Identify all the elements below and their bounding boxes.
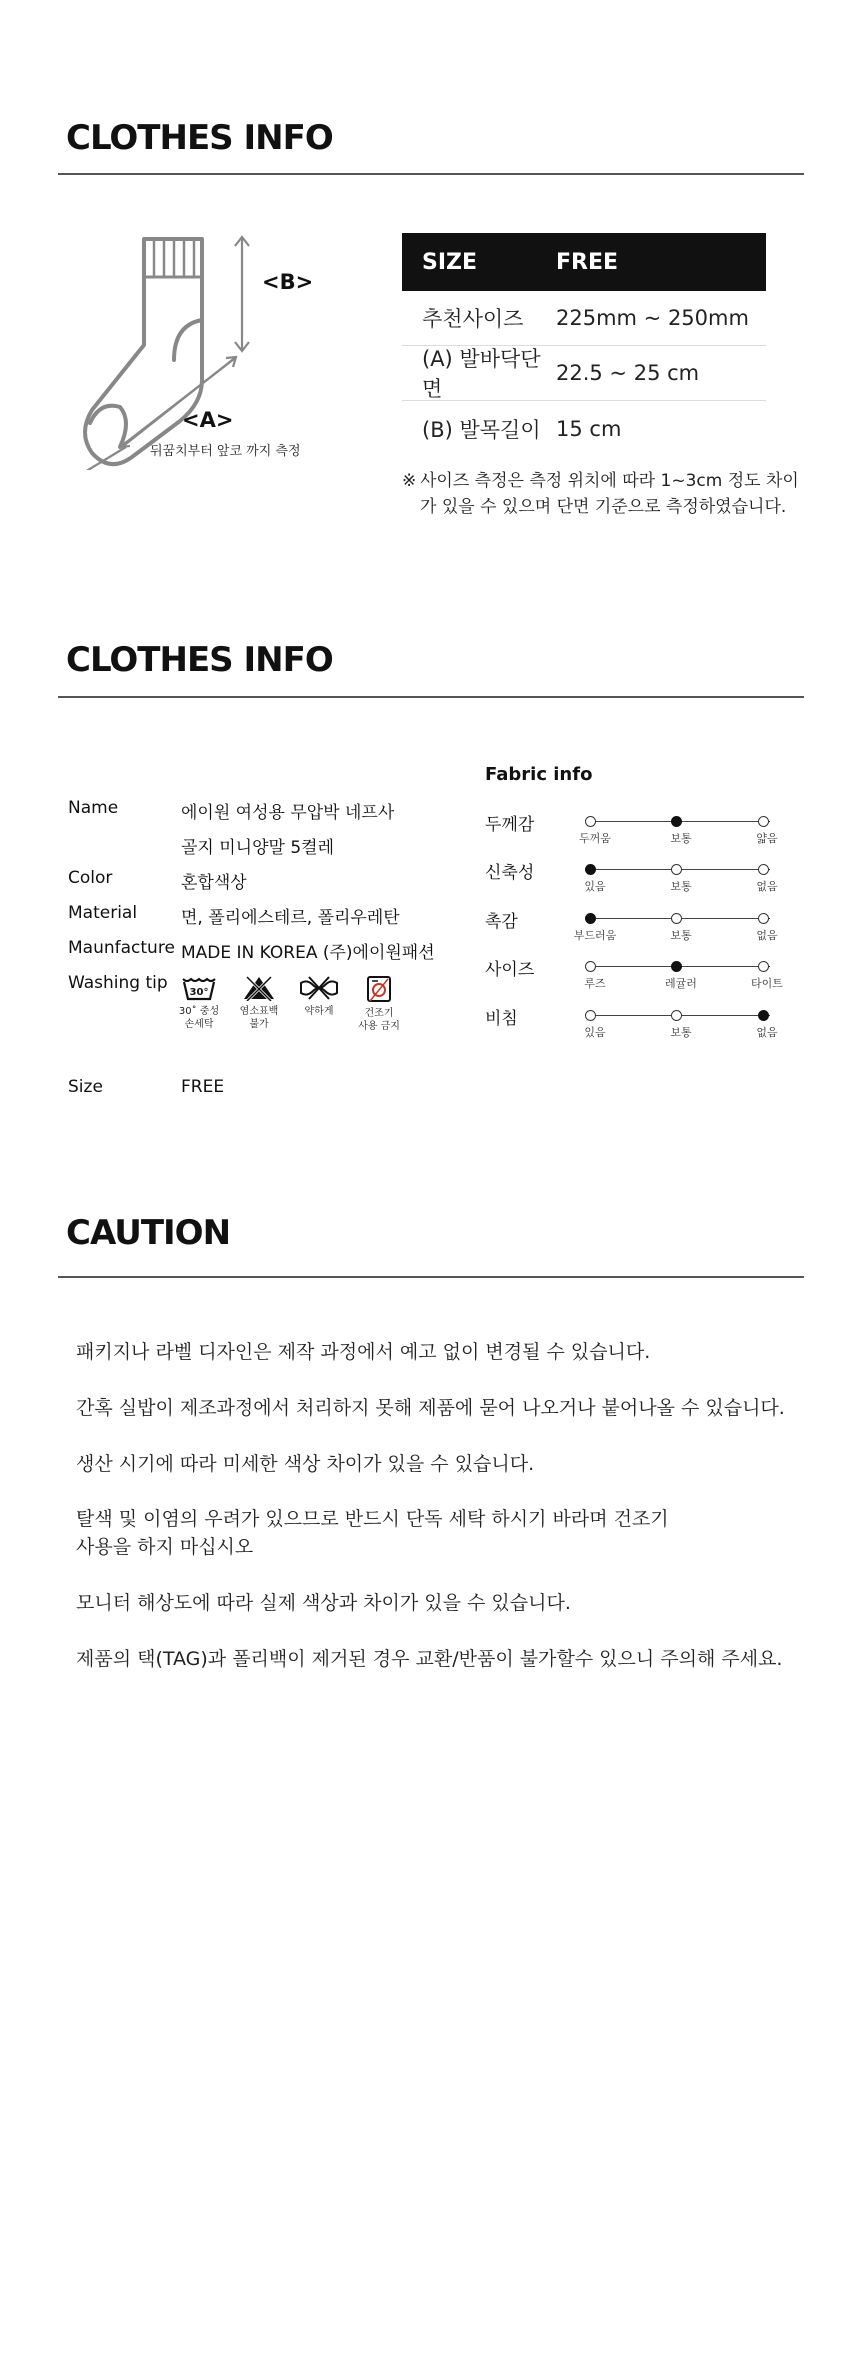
fabric-scale-dot [758, 961, 769, 972]
fabric-scale-dot-selected [671, 816, 682, 827]
table-row [402, 291, 766, 346]
wash-caption-line1: 건조기 [364, 1008, 394, 1019]
fabric-scale-dot-selected [585, 913, 596, 924]
diagram-label-a: <A> [182, 408, 234, 432]
fabric-scale-label: 보통 [670, 880, 692, 893]
manufacture-value: MADE IN KOREA (주)에이원패션 [181, 943, 435, 963]
fabric-row-name: 두께감 [485, 815, 535, 835]
wash-caption-line1: 염소표백 [239, 1006, 279, 1017]
caution-item: 모니터 해상도에 따라 실제 색상과 차이가 있을 수 있습니다. [76, 1592, 571, 1614]
caution-section-title: CAUTION [66, 1213, 231, 1253]
wash-caption-line2: 사용 금지 [358, 1021, 400, 1032]
fabric-scale-dot-selected [671, 961, 682, 972]
fabric-row [485, 1004, 805, 1044]
row-value: 22.5 ~ 25 cm [556, 361, 700, 385]
fabric-row [485, 810, 805, 850]
fabric-scale-label: 있음 [584, 1026, 606, 1039]
row-label: 추천사이즈 [422, 307, 524, 331]
fabric-scale-label: 없음 [756, 880, 778, 893]
fabric-scale-label: 보통 [670, 929, 692, 942]
fabric-scale-label: 부드러움 [573, 929, 617, 942]
material-label: Material [68, 903, 138, 923]
fabric-scale-label: 타이트 [751, 977, 783, 990]
fabric-scale-label: 없음 [756, 929, 778, 942]
wash-30-icon [181, 975, 217, 1001]
diagram-caption: 뒤꿈치부터 앞코 까지 측정 [150, 444, 301, 459]
color-value: 혼합색상 [181, 873, 247, 893]
fabric-info-title: Fabric info [485, 764, 593, 785]
row-value: 15 cm [556, 416, 622, 441]
caution-item: 간혹 실밥이 제조과정에서 처리하지 못해 제품에 묻어 나오거나 붙어나올 수 있습니다. [76, 1397, 785, 1419]
size-section-title: CLOTHES INFO [66, 118, 333, 158]
wash-temp: 30° [189, 987, 209, 998]
fabric-scale-label: 있음 [584, 880, 606, 893]
fabric-scale-dot [758, 816, 769, 827]
wash-item [344, 975, 414, 1033]
washing-label: Washing tip [68, 973, 168, 993]
fabric-scale-dot [671, 1010, 682, 1021]
gentle-wring-icon [299, 975, 339, 1001]
wash-caption-line2: 손세탁 [184, 1019, 214, 1030]
fabric-scale-dot [758, 864, 769, 875]
no-dryer-icon [364, 975, 394, 1003]
fabric-scale-label: 보통 [670, 1026, 692, 1039]
diagram-label-b: <B> [262, 270, 314, 294]
fabric-scale-label: 레귤러 [665, 977, 697, 990]
note-text: 사이즈 측정은 측정 위치에 따라 1~3cm 정도 차이가 있을 수 있으며 단면 기준으로 측정하였습니다. [420, 471, 799, 517]
size-table [402, 233, 766, 456]
name-value-line2: 골지 미니양말 5켤레 [181, 838, 334, 858]
fabric-scale-label: 두꺼움 [579, 832, 611, 845]
fabric-scale-dot-selected [585, 864, 596, 875]
name-label: Name [68, 798, 119, 818]
fabric-row-name: 신축성 [485, 863, 535, 883]
fabric-scale-label: 얇음 [756, 832, 778, 845]
manufacture-label: Maunfacture [68, 938, 175, 958]
fabric-row-name: 비침 [485, 1009, 518, 1029]
fabric-scale-label: 보통 [670, 832, 692, 845]
row-label: (B) 발목길이 [422, 417, 541, 442]
caution-item: 제품의 택(TAG)과 폴리백이 제거된 경우 교환/반품이 불가할수 있으니 주의해 주세요. [76, 1648, 783, 1670]
name-value-line1: 에이원 여성용 무압박 네프사 [181, 803, 395, 823]
color-label: Color [68, 868, 113, 888]
size-value: FREE [181, 1077, 225, 1097]
size-table-header [402, 233, 766, 291]
size-label: Size [68, 1077, 103, 1097]
size-note [402, 468, 802, 520]
fabric-row [485, 858, 805, 898]
caution-item: 패키지나 라벨 디자인은 제작 과정에서 예고 없이 변경될 수 있습니다. [76, 1341, 651, 1363]
row-value: 225mm ~ 250mm [556, 306, 749, 330]
fabric-row-name: 사이즈 [485, 960, 535, 980]
table-row [402, 401, 766, 456]
fabric-row [485, 907, 805, 947]
section-divider [58, 1276, 804, 1278]
no-bleach-icon [241, 975, 277, 1001]
note-mark: ※ [402, 471, 417, 491]
fabric-scale-dot [671, 913, 682, 924]
header-free: FREE [556, 249, 619, 275]
caution-item: 생산 시기에 따라 미세한 색상 차이가 있을 수 있습니다. [76, 1453, 535, 1475]
caution-item: 사용을 하지 마십시오 [76, 1536, 254, 1558]
header-size: SIZE [422, 249, 478, 275]
caution-item: 탈색 및 이염의 우려가 있으므로 반드시 단독 세탁 하시기 바라며 건조기 [76, 1508, 669, 1530]
wash-caption-line1: 30˚ 중성 [178, 1006, 220, 1017]
section-divider [58, 696, 804, 698]
sock-diagram [70, 225, 340, 470]
product-section-title: CLOTHES INFO [66, 640, 333, 680]
row-label: (A) 발바닥단면 [422, 347, 541, 401]
fabric-scale-dot [585, 816, 596, 827]
wash-caption-line1: 약하게 [304, 1006, 334, 1017]
fabric-scale-label: 없음 [756, 1026, 778, 1039]
fabric-scale-dot [758, 913, 769, 924]
fabric-scale-dot [671, 864, 682, 875]
fabric-row [485, 955, 805, 995]
fabric-row-name: 촉감 [485, 912, 518, 932]
fabric-scale-dot [585, 1010, 596, 1021]
wash-caption-line2: 불가 [249, 1019, 269, 1030]
fabric-scale-dot-selected [758, 1010, 769, 1021]
material-value: 면, 폴리에스테르, 폴리우레탄 [181, 908, 400, 928]
section-divider [58, 173, 804, 175]
fabric-scale-dot [585, 961, 596, 972]
table-row [402, 346, 766, 401]
fabric-scale-label: 루즈 [584, 977, 606, 990]
